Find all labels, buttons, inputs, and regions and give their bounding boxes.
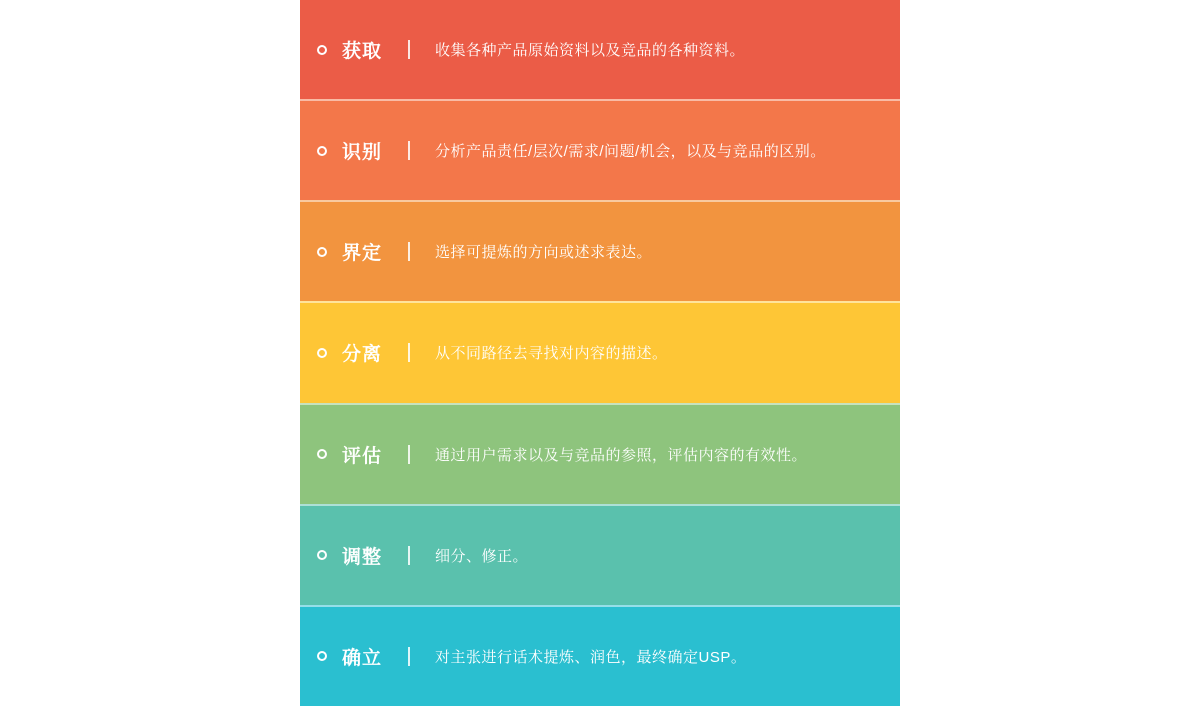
process-step-row bbox=[300, 200, 900, 301]
circle-bullet-icon bbox=[317, 651, 327, 661]
step-description: 从不同路径去寻找对内容的描述。 bbox=[435, 345, 668, 363]
process-step-row bbox=[300, 504, 900, 605]
process-step-row bbox=[300, 99, 900, 200]
vertical-divider-icon bbox=[408, 445, 410, 464]
step-description: 选择可提炼的方向或述求表达。 bbox=[435, 244, 653, 262]
process-step-row bbox=[300, 301, 900, 402]
vertical-divider-icon bbox=[408, 546, 410, 565]
step-title: 识别 bbox=[342, 142, 383, 164]
process-step-row bbox=[300, 605, 900, 706]
step-description: 对主张进行话术提炼、润色，最终确定USP。 bbox=[435, 648, 747, 666]
circle-bullet-icon bbox=[317, 348, 327, 358]
circle-bullet-icon bbox=[317, 449, 327, 459]
circle-bullet-icon bbox=[317, 146, 327, 156]
circle-bullet-icon bbox=[317, 550, 327, 560]
process-step-row bbox=[300, 0, 900, 99]
step-title: 评估 bbox=[342, 445, 383, 467]
circle-bullet-icon bbox=[317, 247, 327, 257]
process-step-list bbox=[300, 0, 900, 706]
step-title: 界定 bbox=[342, 243, 383, 265]
vertical-divider-icon bbox=[408, 40, 410, 59]
vertical-divider-icon bbox=[408, 141, 410, 160]
step-description: 分析产品责任/层次/需求/问题/机会，以及与竞品的区别。 bbox=[435, 143, 826, 161]
step-title: 获取 bbox=[342, 41, 383, 63]
vertical-divider-icon bbox=[408, 647, 410, 666]
vertical-divider-icon bbox=[408, 343, 410, 362]
step-description: 收集各种产品原始资料以及竞品的各种资料。 bbox=[435, 42, 746, 60]
step-title: 确立 bbox=[342, 647, 383, 669]
step-title: 调整 bbox=[342, 546, 383, 568]
process-step-row bbox=[300, 403, 900, 504]
step-description: 通过用户需求以及与竞品的参照，评估内容的有效性。 bbox=[435, 446, 808, 464]
step-title: 分离 bbox=[342, 344, 383, 366]
vertical-divider-icon bbox=[408, 242, 410, 261]
circle-bullet-icon bbox=[317, 45, 327, 55]
step-description: 细分、修正。 bbox=[435, 547, 529, 565]
